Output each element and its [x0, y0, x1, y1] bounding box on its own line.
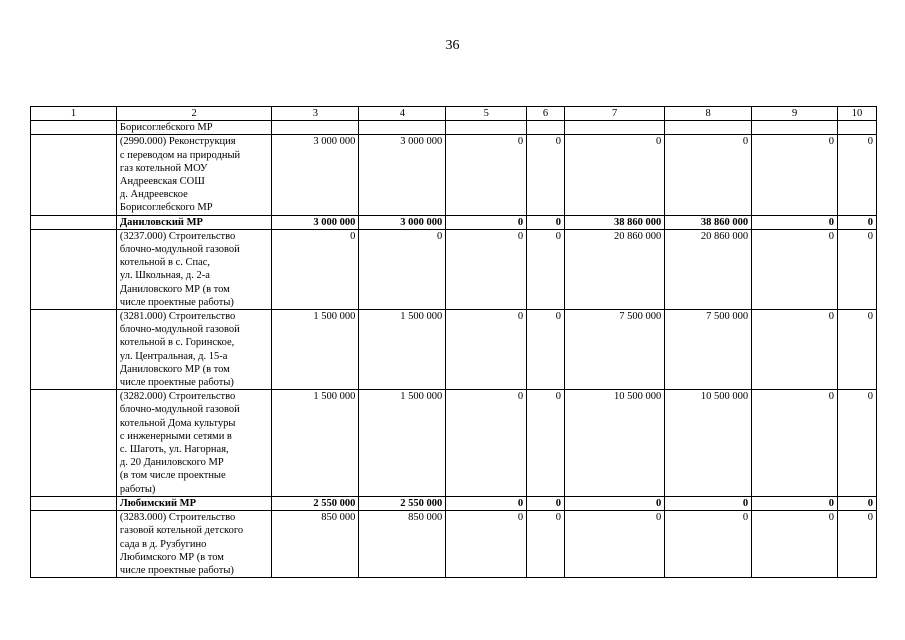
- value-cell: 0: [446, 511, 527, 578]
- value-cell: 0: [838, 310, 877, 390]
- value-cell: 0: [752, 135, 838, 215]
- description-line: Даниловский МР: [119, 216, 203, 228]
- value-cell: 0: [665, 511, 752, 578]
- description-line: газ котельной МОУ: [119, 162, 208, 174]
- index-cell: [31, 135, 117, 215]
- value-cell: 0: [752, 496, 838, 510]
- description-cell: [116, 215, 271, 229]
- description-line: д. Андреевское: [119, 189, 188, 201]
- value-cell: 0: [359, 229, 446, 309]
- value-cell: 0: [446, 135, 527, 215]
- table-row: [31, 511, 877, 578]
- description-cell: [116, 229, 271, 309]
- description-line: Даниловского МР (в том: [119, 363, 230, 375]
- value-cell: 0: [752, 215, 838, 229]
- index-cell: [31, 310, 117, 390]
- value-cell: 0: [752, 511, 838, 578]
- header-cell: 2: [116, 107, 271, 121]
- header-cell: 6: [527, 107, 565, 121]
- description-cell: [116, 121, 271, 135]
- value-cell: 850 000: [359, 511, 446, 578]
- value-cell: 0: [446, 310, 527, 390]
- description-cell: [116, 390, 271, 497]
- value-cell: 20 860 000: [665, 229, 752, 309]
- description-line: (3281.000) Строительство: [119, 311, 236, 323]
- header-cell: 8: [665, 107, 752, 121]
- table-row: [31, 390, 877, 497]
- value-cell: 1 500 000: [359, 310, 446, 390]
- description-line: (3282.000) Строительство: [119, 391, 236, 403]
- description-line: блочно-модульной газовой: [119, 324, 240, 336]
- value-cell: 0: [446, 229, 527, 309]
- description-line: сада в д. Рузбугино: [119, 538, 207, 550]
- value-cell: 0: [527, 511, 565, 578]
- index-cell: [31, 215, 117, 229]
- description-line: ул. Центральная, д. 15-а: [119, 350, 228, 362]
- value-cell: 10 500 000: [665, 390, 752, 497]
- value-cell: [564, 121, 664, 135]
- value-cell: 0: [564, 496, 664, 510]
- value-cell: 0: [446, 215, 527, 229]
- table-row: [31, 121, 877, 135]
- value-cell: [752, 121, 838, 135]
- description-line: Любимского МР (в том: [119, 551, 224, 563]
- page-number: 36: [445, 38, 460, 53]
- value-cell: 2 550 000: [272, 496, 359, 510]
- value-cell: 0: [527, 496, 565, 510]
- description-line: с переводом на природный: [119, 149, 241, 161]
- description-line: работы): [119, 483, 156, 495]
- description-line: с. Шаготь, ул. Нагорная,: [119, 444, 229, 456]
- description-line: ул. Школьная, д. 2-а: [119, 270, 210, 282]
- header-cell: 10: [838, 107, 877, 121]
- value-cell: 3 000 000: [359, 135, 446, 215]
- index-cell: [31, 229, 117, 309]
- value-cell: 1 500 000: [272, 390, 359, 497]
- value-cell: 3 000 000: [272, 135, 359, 215]
- value-cell: 2 550 000: [359, 496, 446, 510]
- value-cell: [359, 121, 446, 135]
- value-cell: 1 500 000: [272, 310, 359, 390]
- group-row: [31, 215, 877, 229]
- description-line: блочно-модульной газовой: [119, 244, 240, 256]
- value-cell: 0: [527, 390, 565, 497]
- description-line: (3283.000) Строительство: [119, 512, 236, 524]
- value-cell: 0: [665, 496, 752, 510]
- description-cell: [116, 135, 271, 215]
- value-cell: 0: [564, 135, 664, 215]
- value-cell: [665, 121, 752, 135]
- index-cell: [31, 390, 117, 497]
- header-cell: 4: [359, 107, 446, 121]
- value-cell: 3 000 000: [272, 215, 359, 229]
- value-cell: 38 860 000: [564, 215, 664, 229]
- description-line: котельной Дома культуры: [119, 417, 236, 429]
- description-cell: [116, 310, 271, 390]
- value-cell: 0: [527, 229, 565, 309]
- description-line: Борисоглебского МР: [119, 202, 213, 214]
- description-line: Борисоглебского МР: [119, 122, 213, 134]
- value-cell: 0: [527, 135, 565, 215]
- table-row: [31, 229, 877, 309]
- value-cell: [838, 121, 877, 135]
- description-line: котельной в с. Горинское,: [119, 337, 235, 349]
- value-cell: [446, 121, 527, 135]
- header-cell: 5: [446, 107, 527, 121]
- value-cell: 10 500 000: [564, 390, 664, 497]
- table-body: [31, 107, 877, 578]
- index-cell: [31, 496, 117, 510]
- value-cell: [527, 121, 565, 135]
- value-cell: 7 500 000: [564, 310, 664, 390]
- value-cell: [272, 121, 359, 135]
- value-cell: 0: [446, 390, 527, 497]
- value-cell: 0: [838, 496, 877, 510]
- table-row: [31, 310, 877, 390]
- value-cell: 0: [838, 229, 877, 309]
- value-cell: 0: [527, 215, 565, 229]
- value-cell: 0: [838, 135, 877, 215]
- value-cell: 0: [446, 496, 527, 510]
- description-line: с инженерными сетями в: [119, 430, 232, 442]
- value-cell: 0: [838, 390, 877, 497]
- header-cell: 1: [31, 107, 117, 121]
- table-row: [31, 135, 877, 215]
- description-line: Андреевская СОШ: [119, 176, 205, 188]
- value-cell: 0: [838, 215, 877, 229]
- value-cell: 0: [564, 511, 664, 578]
- value-cell: 0: [752, 229, 838, 309]
- value-cell: 0: [752, 310, 838, 390]
- value-cell: 20 860 000: [564, 229, 664, 309]
- description-line: Даниловского МР (в том: [119, 283, 230, 295]
- value-cell: 850 000: [272, 511, 359, 578]
- budget-table: [30, 106, 877, 578]
- header-cell: 3: [272, 107, 359, 121]
- header-row: [31, 107, 877, 121]
- description-line: д. 20 Даниловского МР: [119, 457, 224, 469]
- value-cell: 38 860 000: [665, 215, 752, 229]
- description-line: числе проектные работы): [119, 564, 234, 576]
- value-cell: 0: [665, 135, 752, 215]
- description-line: котельной в с. Спас,: [119, 257, 211, 269]
- description-line: блочно-модульной газовой: [119, 404, 240, 416]
- value-cell: 1 500 000: [359, 390, 446, 497]
- group-row: [31, 496, 877, 510]
- description-cell: [116, 511, 271, 578]
- description-line: числе проектные работы): [119, 296, 234, 308]
- value-cell: 0: [527, 310, 565, 390]
- value-cell: 0: [838, 511, 877, 578]
- value-cell: 7 500 000: [665, 310, 752, 390]
- description-line: газовой котельной детского: [119, 525, 244, 537]
- value-cell: 0: [752, 390, 838, 497]
- description-cell: [116, 496, 271, 510]
- value-cell: 0: [272, 229, 359, 309]
- description-line: Любимский МР: [119, 497, 196, 509]
- description-line: (2990.000) Реконструкция: [119, 136, 236, 148]
- header-cell: 9: [752, 107, 838, 121]
- description-line: числе проектные работы): [119, 377, 234, 389]
- index-cell: [31, 511, 117, 578]
- description-line: (в том числе проектные: [119, 470, 226, 482]
- index-cell: [31, 121, 117, 135]
- header-cell: 7: [564, 107, 664, 121]
- value-cell: 3 000 000: [359, 215, 446, 229]
- description-line: (3237.000) Строительство: [119, 230, 236, 242]
